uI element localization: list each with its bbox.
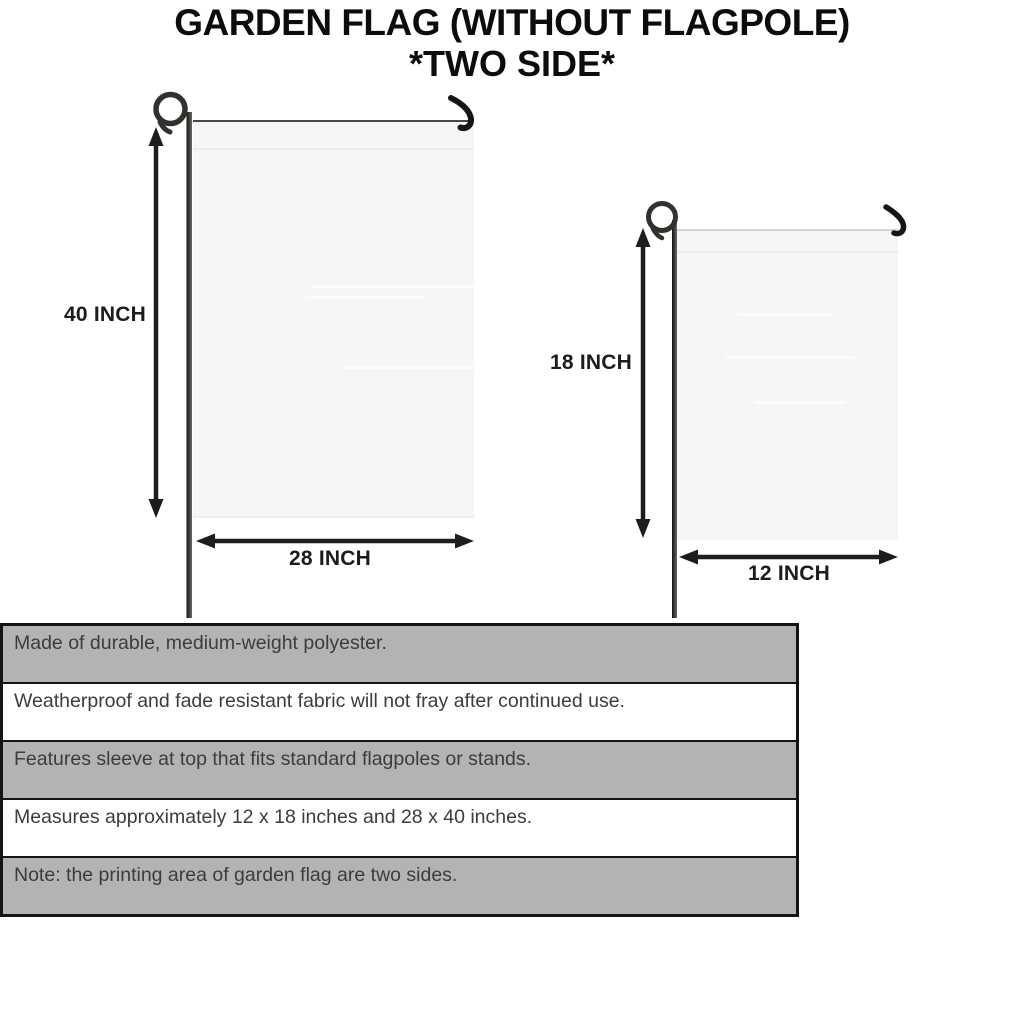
feature-row-measurements: Measures approximately 12 x 18 inches and 28 x 40 inches. xyxy=(3,798,796,856)
small-flag-width-label: 12 INCH xyxy=(748,562,830,585)
feature-row-material: Made of durable, medium-weight polyester. xyxy=(3,626,796,682)
small-flag-height-arrow xyxy=(636,228,651,538)
large-flag-width-label: 28 INCH xyxy=(289,547,371,570)
title-line-1: GARDEN FLAG (WITHOUT FLAGPOLE) xyxy=(174,2,850,43)
large-flagpole xyxy=(156,95,192,619)
large-flag-height-label: 40 INCH xyxy=(64,303,146,326)
title-line-2: *TWO SIDE* xyxy=(408,43,615,85)
feature-row-sleeve: Features sleeve at top that fits standard flagpoles or stands. xyxy=(3,740,796,798)
small-flag-height-label: 18 INCH xyxy=(550,351,632,374)
small-flagpole xyxy=(649,204,678,619)
large-flag-hook-icon xyxy=(451,98,471,128)
feature-row-note: Note: the printing area of garden flag are two sides. xyxy=(3,856,796,914)
small-flag-hook-icon xyxy=(886,207,904,234)
feature-row-weatherproof: Weatherproof and fade resistant fabric will not fray after continued use. xyxy=(3,682,796,740)
